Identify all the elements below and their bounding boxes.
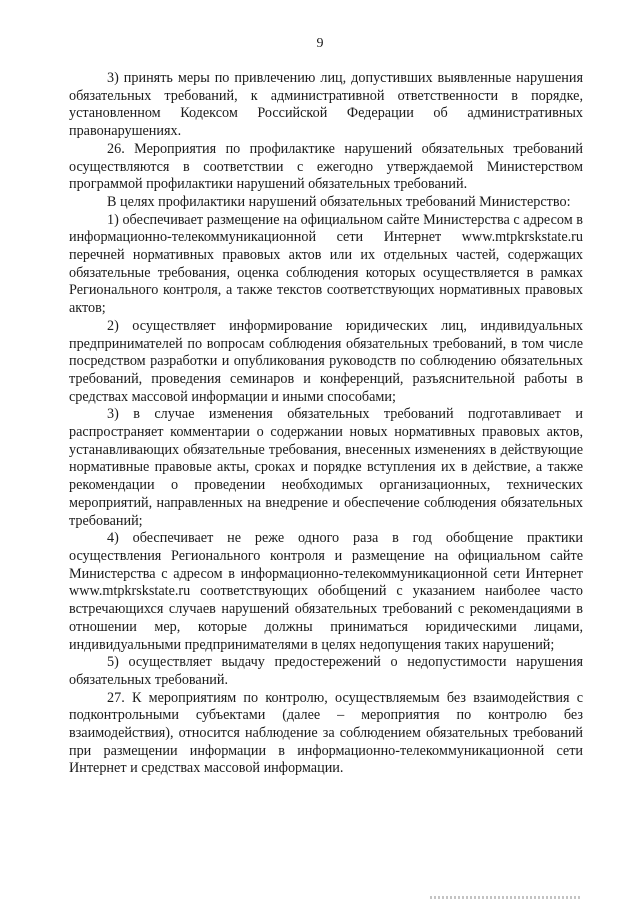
paragraph: 27. К мероприятиям по контролю, осуществляемым без взаимодействия с подконтрольными субъектами (далее – мероприятия по контролю без взаимодействия), относится наблюдение за соблюдением обязательных требований при размещении информации в информационно-телекоммуникационной сети Интернет и средствах массовой информации. — [69, 689, 583, 777]
paragraph: 1) обеспечивает размещение на официальном сайте Министерства с адресом в информационно-телекоммуникационной сети Интернет www.mtpkrskstate.ru перечней нормативных правовых актов или их отдельных частей, содержащих обязательные требования, оценка соблюдения которых осуществляется в рамках Регионального контроля, а также текстов соответствующих нормативных правовых актов; — [69, 211, 583, 317]
paragraph: 5) осуществляет выдачу предостережений о недопустимости нарушения обязательных требований. — [69, 654, 583, 688]
paragraph: 2) осуществляет информирование юридических лиц, индивидуальных предпринимателей по вопросам соблюдения обязательных требований, в том числе посредством разработки и опубликования руководств по соблюдению обязательных требований, проведения семинаров и конференций, разъяснительной работы в средствах массовой информации и иными способами; — [69, 317, 583, 405]
scan-edge-mark — [430, 896, 580, 899]
paragraph: 26. Мероприятия по профилактике нарушений обязательных требований осуществляются в соответствии с ежегодно утверждаемой Министерством программой профилактики нарушений обязательных требований. — [69, 140, 583, 193]
document-body — [69, 70, 583, 778]
paragraph: В целях профилактики нарушений обязательных требований Министерство: — [107, 193, 571, 210]
paragraph: 3) в случае изменения обязательных требований подготавливает и распространяет комментарии о содержании новых нормативных правовых актов, устанавливающих обязательные требования, внесенных изменениях в действующие нормативные правовые акты, сроках и порядке вступления их в действие, а также рекомендации о проведении необходимых организационных, технических мероприятий, направленных на внедрение и обеспечение соблюдения обязательных требований; — [69, 406, 583, 529]
page-number: 9 — [316, 36, 324, 51]
paragraph: 4) обеспечивает не реже одного раза в год обобщение практики осуществления Регионального контроля и размещение на официальном сайте Министерства с адресом в информационно-телекоммуникационной сети Интернет www.mtpkrskstate.ru соответствующих обобщений с указанием наиболее часто встречающихся случаев нарушений обязательных требований с рекомендациями в отношении мер, которые должны приниматься юридическими лицами, индивидуальными предпринимателями в целях недопущения таких нарушений; — [69, 530, 583, 653]
paragraph: 3) принять меры по привлечению лиц, допустивших выявленные нарушения обязательных требований, к административной ответственности в порядке, установленном Кодексом Российской Федерации об административных правонарушениях. — [69, 70, 583, 140]
